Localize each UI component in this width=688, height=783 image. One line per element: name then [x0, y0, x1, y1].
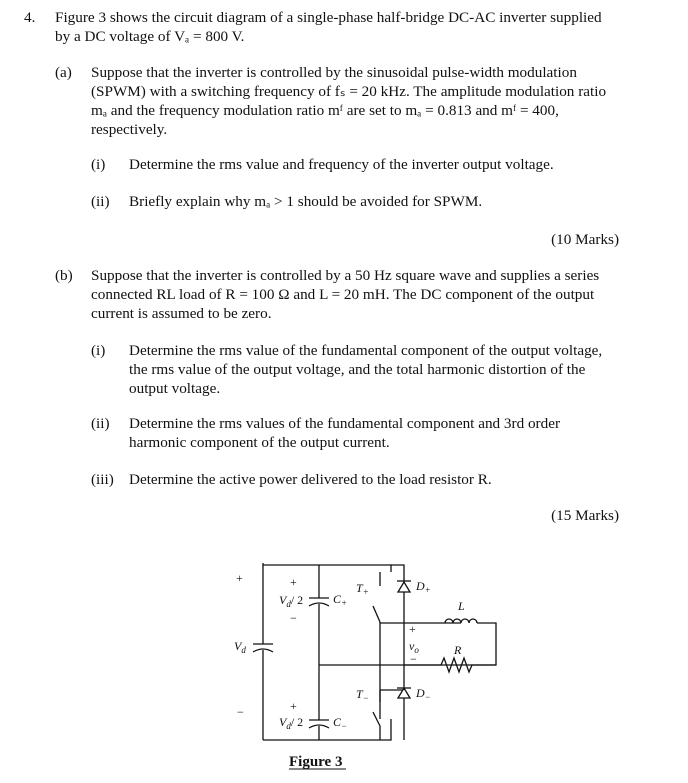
intro-line-1: Figure 3 shows the circuit diagram of a single-phase half-bridge DC-AC inverter supplied — [55, 9, 602, 26]
vd-half-lower-plus: + — [290, 699, 297, 713]
d-minus-label: $D_-$ — [416, 686, 431, 702]
l-label: L — [458, 599, 465, 613]
part-b-line-2: connected RL load of R = 100 Ω and L = 20 mH. The DC component of the output — [91, 286, 595, 303]
t-plus-label: $T_+$ — [356, 581, 369, 597]
d-plus-label: $D_+$ — [416, 579, 431, 595]
part-a-marks: (10 Marks) — [551, 231, 619, 248]
question-number: 4. — [24, 9, 36, 26]
part-b-ii-label: (ii) — [91, 415, 110, 432]
part-b-line-3: current is assumed to be zero. — [91, 305, 272, 322]
part-a-ii-text: Briefly explain why mₐ > 1 should be avoided for SPWM. — [129, 193, 483, 210]
vd-minus-sign: − — [237, 705, 244, 719]
vd-half-upper-label: $V_d/$ 2 — [279, 593, 304, 609]
part-a-ii-label: (ii) — [91, 193, 110, 210]
vd-half-upper-minus: − — [290, 611, 297, 625]
part-a-line-1: Suppose that the inverter is controlled by the sinusoidal pulse-width modulation — [91, 64, 577, 81]
vd-half-lower-label: $V_d/$ 2 — [279, 715, 304, 731]
vd-label: $V_d$ — [234, 639, 246, 655]
part-b-iii-label: (iii) — [91, 471, 114, 488]
figure-caption: Figure 3 — [289, 754, 343, 770]
vd-half-upper-plus: + — [290, 575, 297, 589]
part-b-marks: (15 Marks) — [551, 507, 619, 524]
part-a-label: (a) — [55, 64, 72, 81]
part-b-i-line-3: output voltage. — [129, 380, 221, 397]
part-a-line-3: mₐ and the frequency modulation ratio mᶠ are set to mₐ = 0.813 and mᶠ = 400, — [91, 102, 559, 119]
part-b-iii-text: Determine the active power delivered to the load resistor R. — [129, 471, 492, 488]
d-plus-diode — [397, 581, 411, 592]
part-b-i-label: (i) — [91, 342, 106, 359]
vo-label: $v_o$ — [409, 639, 419, 655]
part-a-line-4: respectively. — [91, 121, 168, 138]
part-b-i-line-1: Determine the rms value of the fundamental component of the output voltage, — [129, 342, 603, 359]
part-b-ii-line-2: harmonic component of the output current. — [129, 434, 390, 451]
circuit-labels — [234, 571, 465, 747]
vo-minus-sign: − — [410, 652, 417, 666]
r-label: R — [454, 643, 462, 657]
part-b-ii-line-1: Determine the rms values of the fundamental component and 3rd order — [129, 415, 561, 432]
intro-line-2: by a DC voltage of Vₐ = 800 V. — [55, 28, 245, 45]
c-minus-label: $C_-$ — [333, 715, 348, 731]
vd-half-lower-minus: − — [290, 733, 297, 747]
part-b-label: (b) — [55, 267, 73, 284]
part-b-line-1: Suppose that the inverter is controlled by a 50 Hz square wave and supplies a series — [91, 267, 600, 284]
part-b-i-line-2: the rms value of the output voltage, and the total harmonic distortion of the — [129, 361, 586, 378]
vd-plus-sign: + — [236, 571, 243, 585]
part-a-line-2: (SPWM) with a switching frequency of fₛ = 20 kHz. The amplitude modulation ratio — [91, 83, 607, 100]
c-plus-label: $C_+$ — [333, 592, 348, 608]
vo-plus-sign: + — [409, 622, 416, 636]
t-minus-label: $T_-$ — [356, 687, 369, 703]
part-a-i-label: (i) — [91, 156, 106, 173]
part-a-i-text: Determine the rms value and frequency of the inverter output voltage. — [129, 156, 554, 173]
